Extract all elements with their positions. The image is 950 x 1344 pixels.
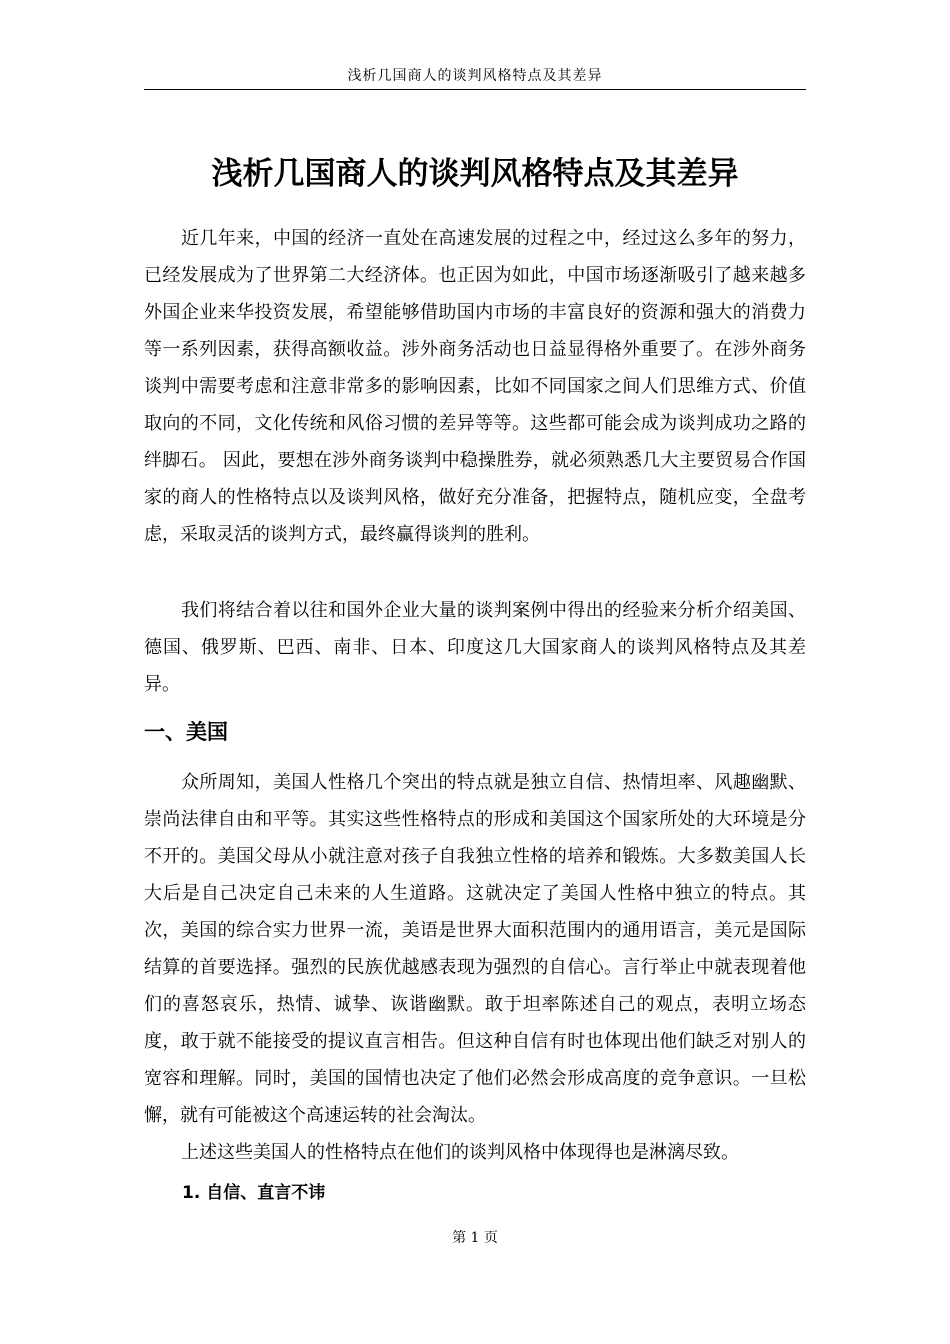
intro-paragraph-1: 近几年来，中国的经济一直处在高速发展的过程之中，经过这么多年的努力，已经发展成为了世界第二大经济体。也正因为如此，中国市场逐渐吸引了越来越多外国企业来华投资发展，希望能够借助国内市场的丰富良好的资源和强大的消费力等一系列因素，获得高额收益。涉外商务活动也日益显得格外重要了。在涉外商务谈判中需要考虑和注意非常多的影响因素，比如不同国家之间人们思维方式、价值取向的不同，文化传统和风俗习惯的差异等等。这些都可能会成为谈判成功之路的绊脚石。 因此，要想在涉外商务谈判中稳操胜券，就必须熟悉几大主要贸易合作国家的商人的性格特点以及谈判风格，做好充分准备，把握特点，随机应变，全盘考虑，采取灵活的谈判方式，最终赢得谈判的胜利。 xyxy=(144,228,806,545)
intro-paragraph-2: 我们将结合着以往和国外企业大量的谈判案例中得出的经验来分析介绍美国、德国、俄罗斯、巴西、南非、日本、印度这几大国家商人的谈判风格特点及其差异。 xyxy=(144,600,806,695)
document-title: 浅析几国商人的谈判风格特点及其差异 xyxy=(211,156,739,192)
header-rule xyxy=(144,89,806,90)
section-usa-paragraph-1: 众所周知，美国人性格几个突出的特点就是独立自信、热情坦率、风趣幽默、崇尚法律自由和平等。其实这些性格特点的形成和美国这个国家所处的大环境是分不开的。美国父母从小就注意对孩子自我独立性格的培养和锻炼。大多数美国人长大后是自己决定自己未来的人生道路。这就决定了美国人性格中独立的特点。其次，美国的综合实力世界一流，美语是世界大面积范围内的通用语言，美元是国际结算的首要选择。强烈的民族优越感表现为强烈的自信心。言行举止中就表现着他们的喜怒哀乐，热情、诚挚、诙谐幽默。敢于坦率陈述自己的观点，表明立场态度，敢于就不能接受的提议直言相告。但这种自信有时也体现出他们缺乏对别人的宽容和理解。同时，美国的国情也决定了他们必然会形成高度的竞争意识。一旦松懈，就有可能被这个高速运转的社会淘汰。 xyxy=(144,772,806,1126)
running-header: 浅析几国商人的谈判风格特点及其差异 xyxy=(347,68,603,84)
page-number: 第 1 页 xyxy=(452,1230,498,1246)
section-usa-paragraph-2: 上述这些美国人的性格特点在他们的谈判风格中体现得也是淋漓尽致。 xyxy=(181,1142,739,1163)
subsection-heading-confident: 1. 自信、直言不讳 xyxy=(182,1183,326,1203)
section-heading-usa: 一、美国 xyxy=(144,720,228,744)
